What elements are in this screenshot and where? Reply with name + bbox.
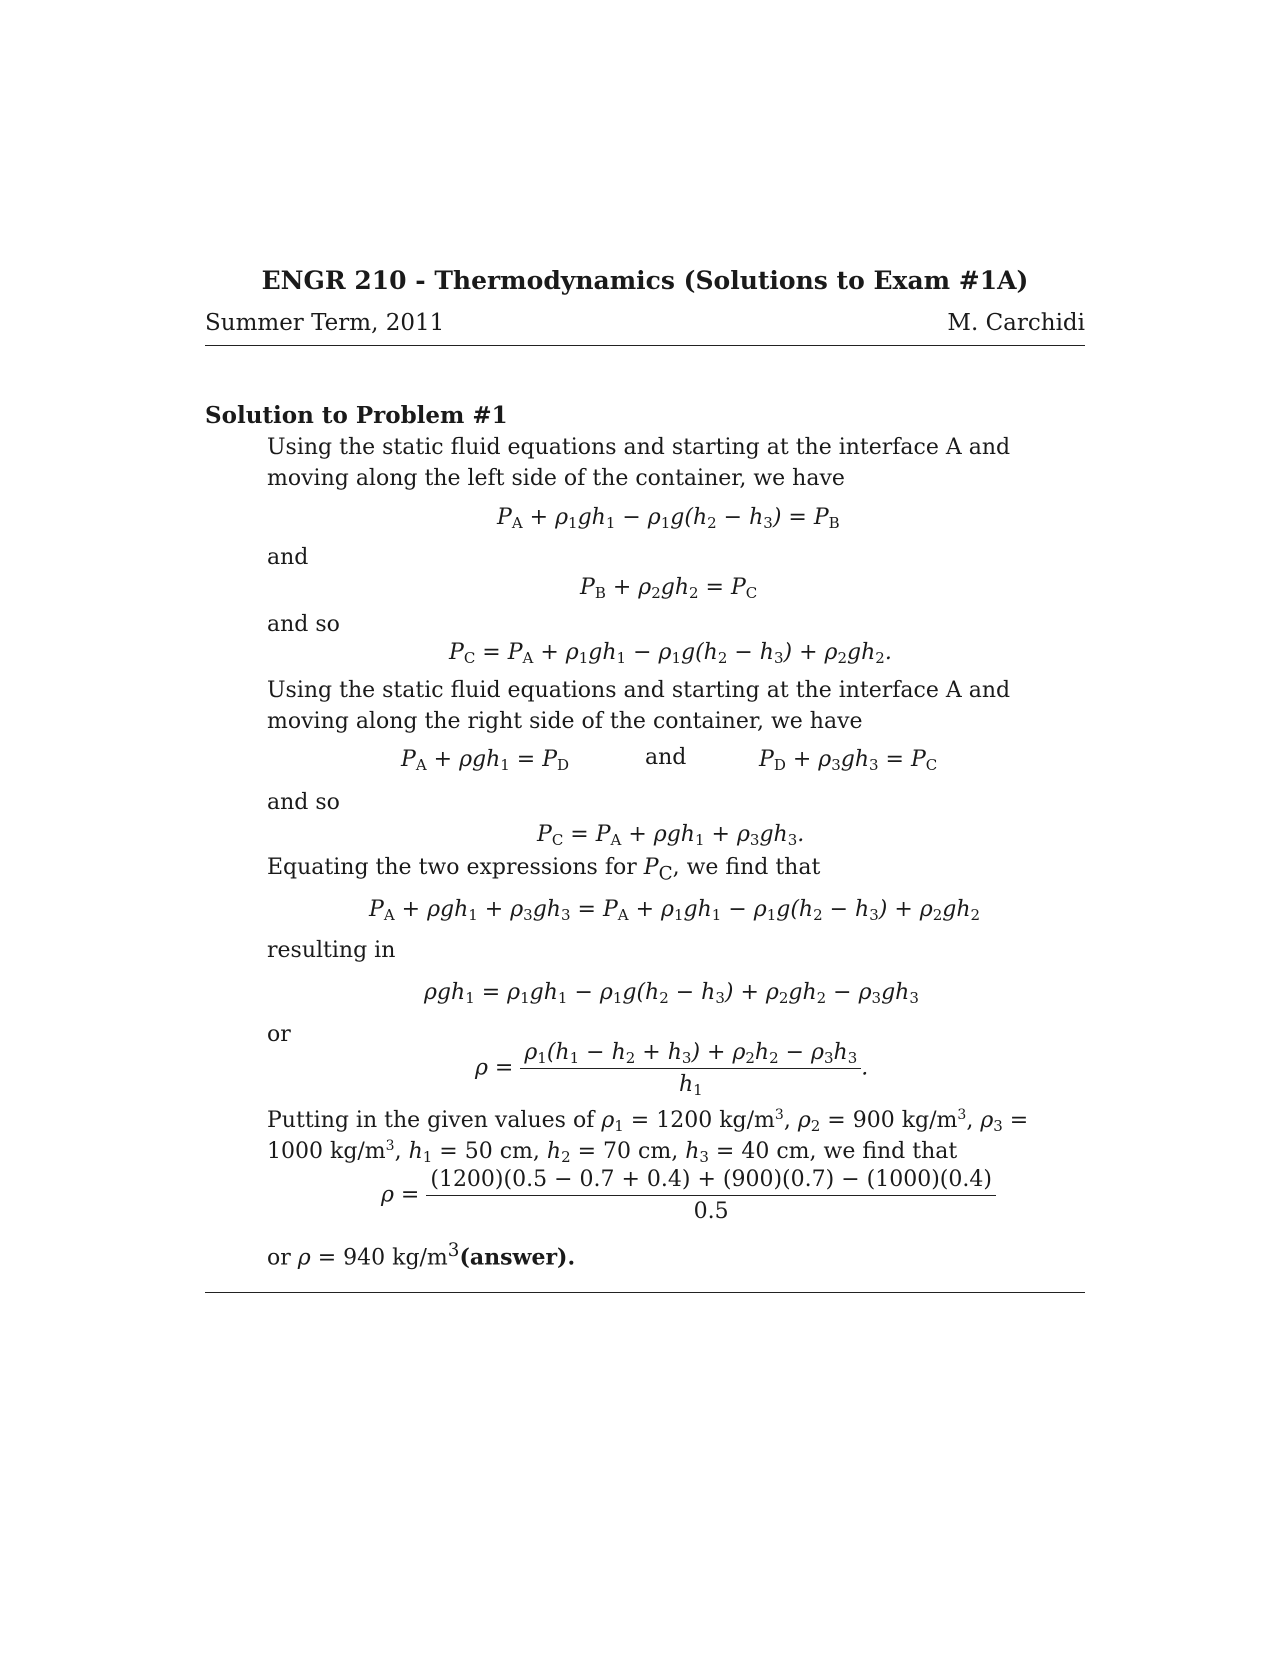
- equation-2: $P_B + \rho_2gh_2 = P_C$: [580, 575, 758, 602]
- numeric-denominator: 0.5: [693, 1199, 729, 1224]
- connector-and: and: [267, 545, 309, 570]
- equation-3: $P_C = P_A + \rho_1gh_1 - \rho_1g(h_2 - h_3) + \rho_2gh_2$.: [449, 640, 892, 667]
- connector-and-so: and so: [267, 612, 340, 637]
- equation-6: $P_A + \rho gh_1 + \rho_3gh_3 = P_A + \rho_1gh_1 - \rho_1g(h_2 - h_3) + \rho_2gh_2$: [369, 897, 981, 924]
- connector-and-middle: and: [645, 745, 687, 770]
- fraction-rho: $\frac{\rho_1(h_1 - h_2 + h_3) + \rho_2h_2 - \rho_3h_3}{h_1}$: [520, 1040, 861, 1097]
- equation-7: $\rho gh_1 = \rho_1gh_1 - \rho_1g(h_2 - h_3) + \rho_2gh_2 - \rho_3gh_3$: [424, 980, 919, 1007]
- equation-4a: $P_A + \rho gh_1 = P_D$: [401, 747, 570, 774]
- connector-resulting-in: resulting in: [267, 938, 396, 963]
- connector-or: or: [267, 1022, 291, 1047]
- page-title: ENGR 210 - Thermodynamics (Solutions to Exam #1A): [261, 266, 1029, 295]
- term-label: Summer Term, 2011: [205, 310, 445, 336]
- equation-4b: $P_D + \rho_3gh_3 = P_C$: [759, 747, 938, 774]
- paragraph-given-values: Putting in the given values of $\rho_1 = 1200$ $kg/m^3$, $\rho_2 = 900$ $kg/m^3$, $\rho_3 = 1000$ $kg/m^3$, $h_1 = 50$ cm, $h_2 = 70$ cm, $h_3 = 40$ cm, we find that: [267, 1107, 1029, 1166]
- paragraph-right-side: Using the static fluid equations and starting at the interface A and moving along the right side of the container, we have: [267, 678, 1011, 734]
- connector-and-so-2: and so: [267, 790, 340, 815]
- paragraph-left-side: Using the static fluid equations and starting at the interface A and moving along the left side of the container, we have: [267, 435, 1011, 491]
- paragraph-equating: Equating the two expressions for $P_C$, we find that: [267, 855, 821, 885]
- section-heading: Solution to Problem #1: [205, 402, 508, 429]
- equation-9: ρ = $\frac{(1200)(0.5 - 0.7 + 0.4) + (900)(0.7) - (1000)(0.4)}{0.5}$: [381, 1167, 996, 1224]
- equation-5: $P_C = P_A + \rho gh_1 + \rho_3gh_3$.: [537, 822, 805, 849]
- numeric-numerator: (1200)(0.5 − 0.7 + 0.4) + (900)(0.7) − (1000)(0.4): [426, 1167, 996, 1196]
- header-divider: [205, 345, 1085, 346]
- equation-1: $P_A + \rho_1gh_1 - \rho_1g(h_2 - h_3) = P_B$: [497, 505, 840, 532]
- footer-divider: [205, 1292, 1085, 1293]
- fraction-numeric: [426, 1167, 996, 1224]
- final-answer: or ρ = 940 $kg/m^3(answer)$.: [267, 1240, 576, 1271]
- author-name: M. Carchidi: [947, 310, 1085, 336]
- equation-8: ρ = $\frac{\rho_1(h_1 - h_2 + h_3) + \rho_2h_2 - \rho_3h_3}{h_1}$ .: [475, 1040, 869, 1099]
